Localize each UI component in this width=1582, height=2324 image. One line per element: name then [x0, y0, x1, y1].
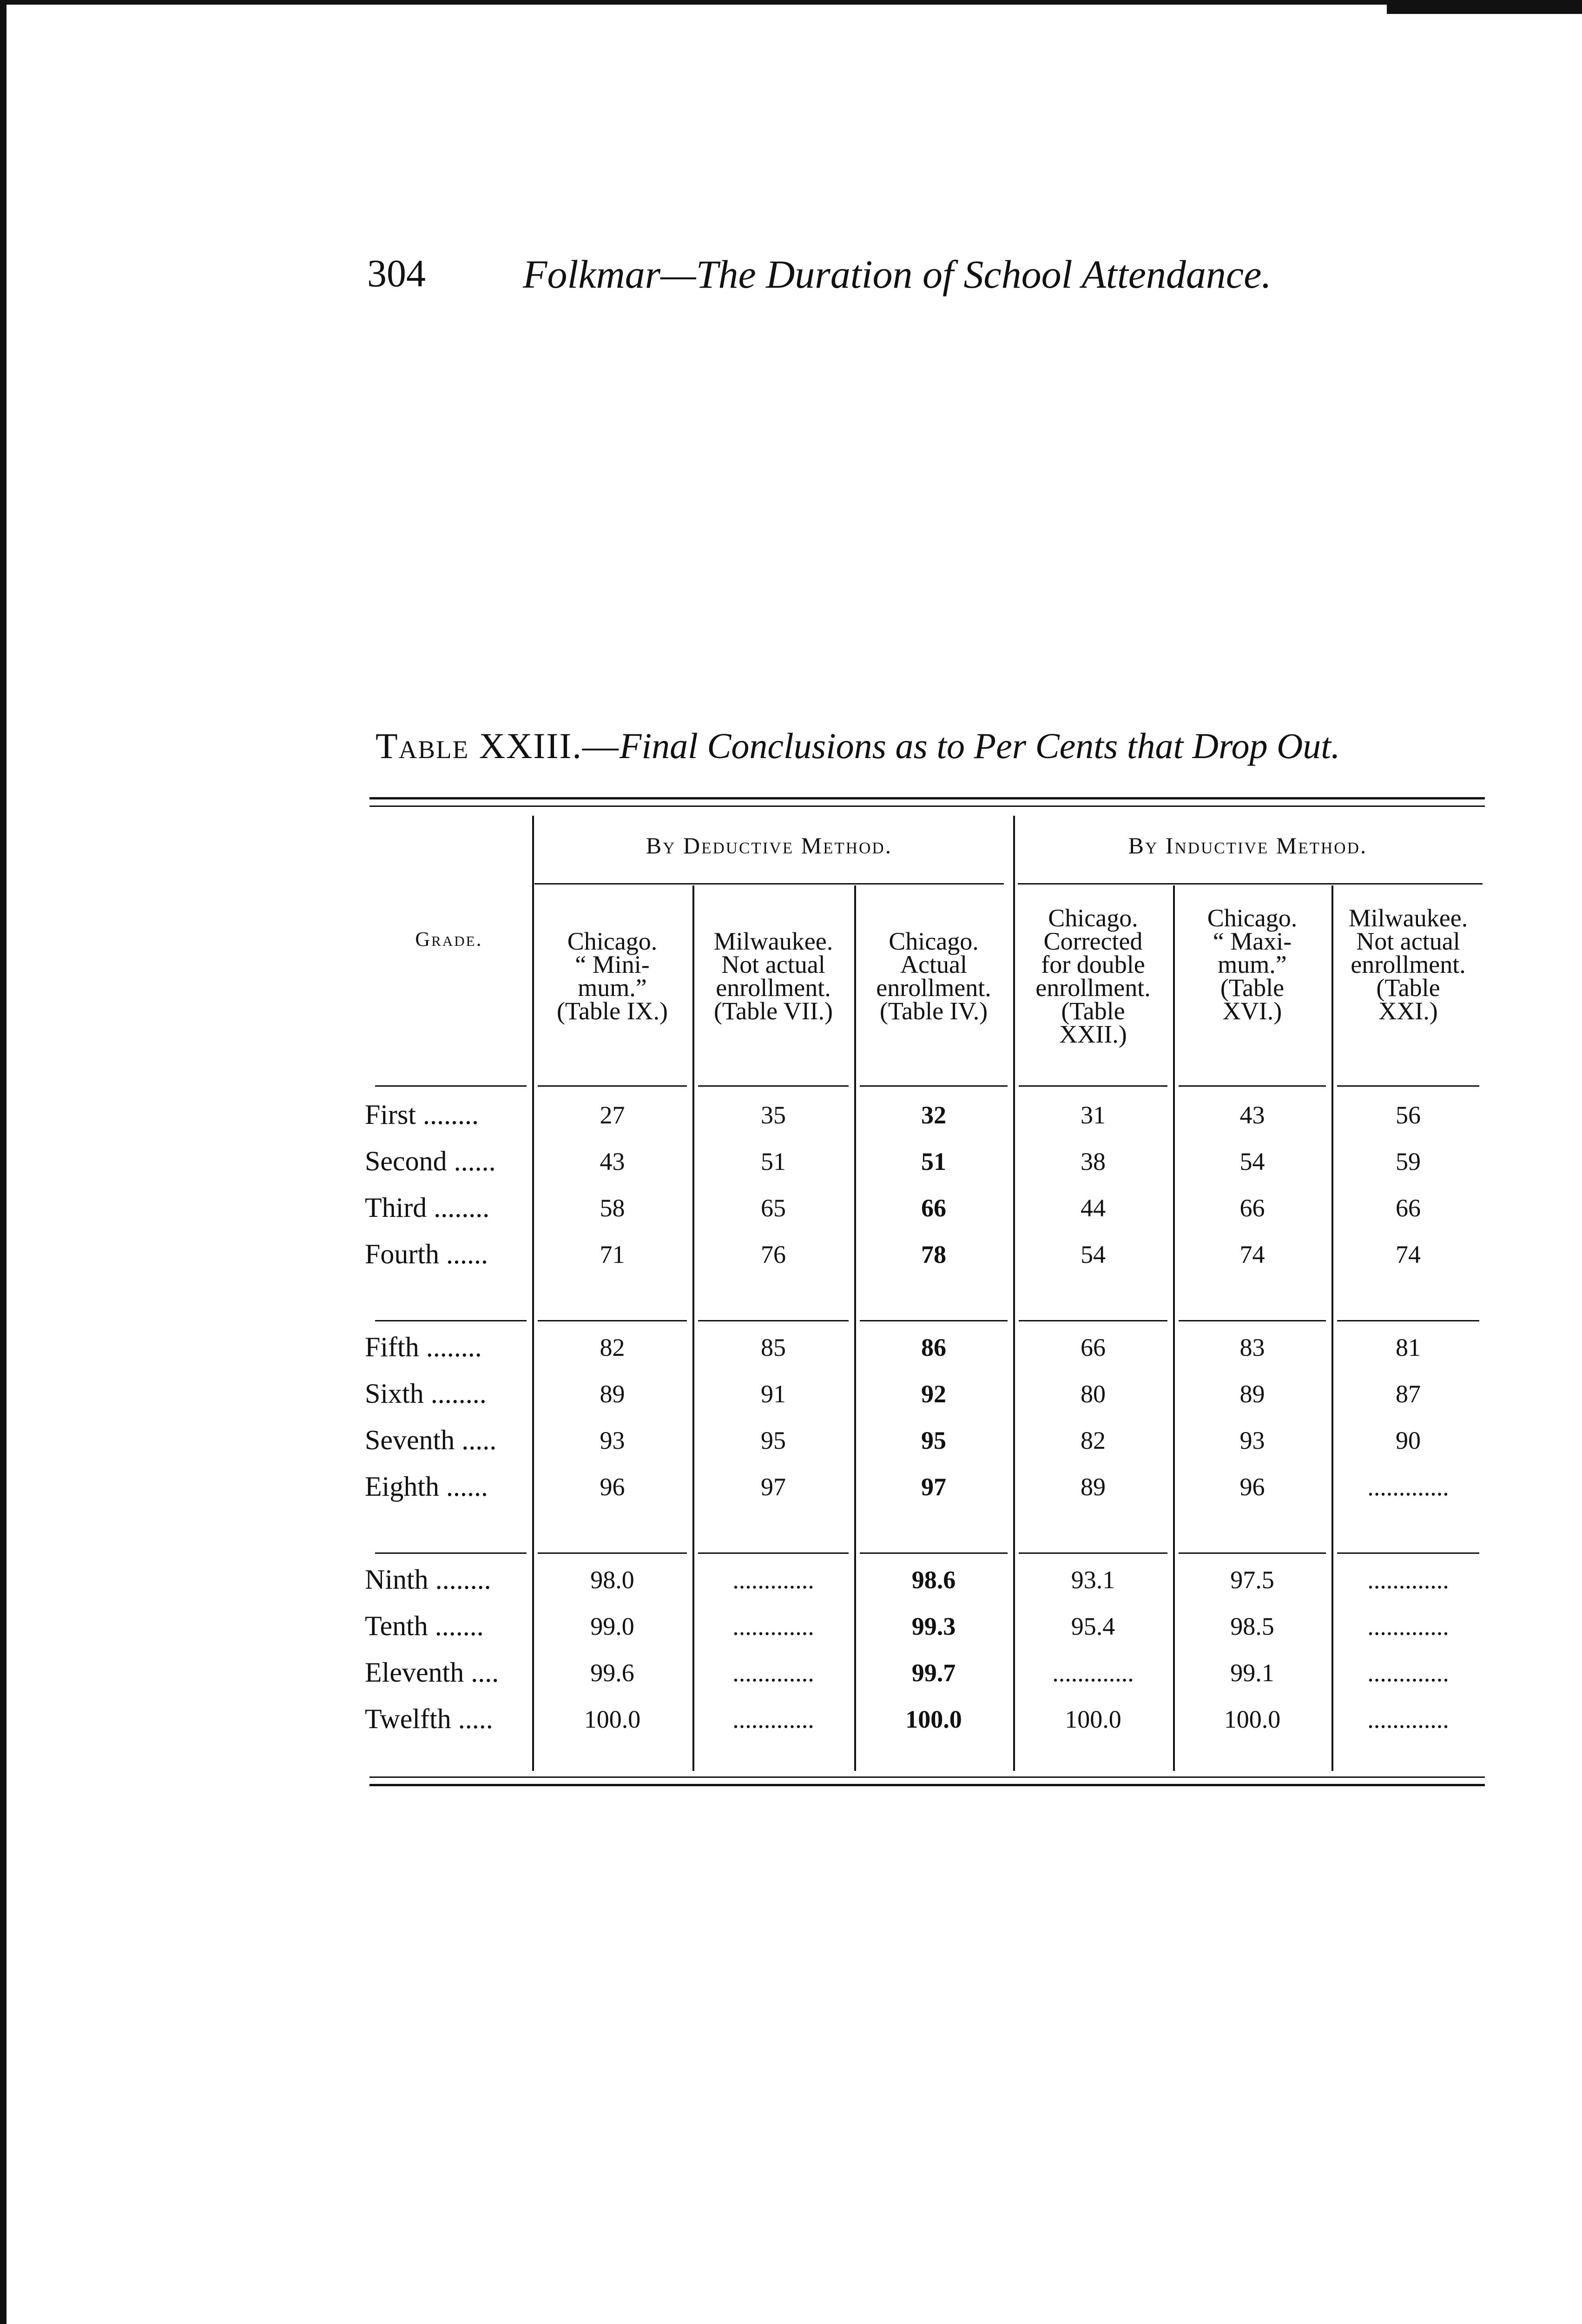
column-separator [1173, 885, 1175, 1771]
column-separator [692, 885, 694, 1771]
table-cell: 96 [600, 1473, 625, 1501]
table-caption [376, 725, 1491, 767]
table-cell: 66 [921, 1194, 946, 1222]
column-header-line: mum.” [1218, 951, 1287, 978]
table-cell: 87 [1396, 1380, 1421, 1408]
section-rule [1337, 1552, 1479, 1554]
section-rule [1019, 1320, 1167, 1321]
table-cell: 95 [761, 1426, 786, 1454]
table-cell: 97 [921, 1473, 946, 1501]
table-cell: 97 [761, 1473, 786, 1501]
row-grade-label: Fourth ...... [365, 1239, 488, 1269]
running-head [0, 242, 1582, 307]
table-cell: 99.0 [590, 1612, 634, 1640]
table-cell: 66 [1239, 1194, 1265, 1222]
row-grade-label: Ninth ........ [365, 1564, 491, 1595]
table-top-rule [369, 805, 1485, 807]
table-cell: 89 [600, 1380, 625, 1408]
table-cell: ............. [1367, 1566, 1449, 1594]
table-cell: 85 [761, 1334, 786, 1361]
table-cell: ............. [732, 1612, 814, 1640]
column-header-line: (Table IX.) [556, 997, 668, 1025]
column-header-line: (Table [1061, 997, 1125, 1025]
table-cell: 93 [1239, 1426, 1265, 1454]
section-rule [1179, 1320, 1326, 1321]
row-grade-label: Eighth ...... [365, 1471, 488, 1502]
table-caption-label: Table XXIII.— [376, 726, 620, 766]
column-separator [1332, 885, 1333, 1771]
table-cell: 99.1 [1230, 1659, 1274, 1687]
section-rule [375, 1552, 527, 1554]
row-grade-label: Seventh ..... [365, 1425, 497, 1455]
table-cell: 32 [921, 1101, 946, 1129]
section-rule [538, 1085, 687, 1087]
row-grade-label: Twelfth ..... [365, 1703, 493, 1734]
table-cell: 99.3 [911, 1612, 956, 1640]
table-cell: ............. [732, 1659, 814, 1687]
column-separator [1013, 816, 1015, 1771]
scan-edge-left [0, 0, 7, 2324]
section-rule [1019, 1552, 1167, 1554]
table-cell: 54 [1081, 1241, 1106, 1268]
table-cell: 78 [921, 1241, 946, 1268]
section-rule [860, 1085, 1008, 1087]
table-cell: ............. [1052, 1659, 1134, 1687]
table-cell: 31 [1081, 1101, 1106, 1129]
table-cell: 35 [761, 1101, 786, 1129]
section-rule [860, 1552, 1008, 1554]
table-cell: 65 [761, 1194, 786, 1222]
table-cell: 71 [600, 1241, 625, 1268]
table-cell: 93.1 [1071, 1566, 1115, 1594]
table-cell: 80 [1081, 1380, 1106, 1408]
section-rule [375, 1320, 527, 1321]
column-header [857, 927, 1010, 1025]
table-cell: 66 [1396, 1194, 1421, 1222]
table-cell: 74 [1239, 1241, 1265, 1268]
table-cell: 92 [921, 1380, 946, 1408]
table-cell: 58 [600, 1194, 625, 1222]
section-rule [698, 1552, 849, 1554]
table-cell: 97.5 [1230, 1566, 1274, 1594]
table-cell: 99.6 [590, 1659, 634, 1687]
column-header-line: (Table [1220, 974, 1285, 1002]
column-header [695, 927, 851, 1025]
column-header-line: for double [1041, 951, 1145, 978]
group-underline [1018, 883, 1483, 885]
table-cell: ............. [1367, 1659, 1449, 1687]
row-grade-label: Third ........ [365, 1192, 490, 1223]
table-cell: 91 [761, 1380, 786, 1408]
column-separator [854, 885, 856, 1771]
row-grade-label: Sixth ........ [365, 1378, 487, 1409]
group-header-deductive: By Deductive Method. [646, 832, 893, 858]
column-header [535, 927, 690, 1025]
table-cell: 100.0 [905, 1705, 962, 1733]
section-rule [1337, 1320, 1479, 1321]
column-header-line: Not actual [721, 951, 825, 978]
table-cell: 86 [921, 1334, 946, 1361]
table-cell: ............. [1367, 1705, 1449, 1733]
column-header-line: Corrected [1043, 927, 1143, 955]
scan-edge-top [0, 0, 1582, 5]
column-header-line: Chicago. [889, 927, 979, 955]
column-header-line: XXII.) [1059, 1020, 1127, 1048]
row-grade-label: First ........ [365, 1099, 479, 1130]
table-cell: 83 [1239, 1334, 1265, 1361]
table-cell: 98.5 [1230, 1612, 1274, 1640]
table-cell: ............. [1367, 1473, 1449, 1501]
section-rule [1337, 1085, 1479, 1087]
section-rule [860, 1320, 1008, 1321]
table-cell: 51 [761, 1148, 786, 1175]
table-cell: 51 [921, 1148, 946, 1175]
table-cell: 98.6 [911, 1566, 956, 1594]
table-cell: 95.4 [1071, 1612, 1115, 1640]
group-header-inductive: By Inductive Method. [1128, 832, 1368, 858]
table-cell: 82 [600, 1334, 625, 1361]
scan-edge-top-right [1387, 0, 1582, 14]
column-header-line: enrollment. [1035, 974, 1151, 1002]
column-header [1334, 906, 1482, 1023]
column-header-line: mum.” [578, 974, 647, 1002]
section-rule [375, 1085, 527, 1087]
table-cell: 96 [1239, 1473, 1265, 1501]
column-header-line: “ Mini- [575, 951, 650, 978]
column-header-line: (Table [1376, 974, 1440, 1002]
table-cell: 100.0 [1224, 1705, 1281, 1733]
column-header-line: Not actual [1356, 927, 1460, 955]
column-header-line: (Table IV.) [879, 997, 988, 1025]
table-cell: 76 [761, 1241, 786, 1268]
table-cell: 89 [1081, 1473, 1106, 1501]
column-header-line: enrollment. [1351, 951, 1466, 978]
table-cell: 56 [1396, 1101, 1421, 1129]
section-rule [698, 1320, 849, 1321]
table-cell: 99.7 [911, 1659, 956, 1687]
section-rule [1179, 1085, 1326, 1087]
column-header-line: Chicago. [567, 927, 658, 955]
column-header-line: XVI.) [1222, 997, 1282, 1025]
column-header [1016, 906, 1170, 1046]
section-rule [538, 1552, 687, 1554]
table-cell: 54 [1239, 1148, 1265, 1175]
table-bottom-rule [369, 1776, 1485, 1778]
column-separator [532, 816, 534, 1771]
column-header-line: Milwaukee. [713, 927, 833, 955]
section-rule [698, 1085, 849, 1087]
row-grade-label: Second ...... [365, 1146, 496, 1176]
table-cell: 38 [1081, 1148, 1106, 1175]
column-header-line: Chicago. [1207, 904, 1298, 932]
table-cell: 93 [600, 1426, 625, 1454]
column-header-line: XXI.) [1378, 997, 1438, 1025]
column-header-line: enrollment. [876, 974, 991, 1002]
table-cell: ............. [1367, 1612, 1449, 1640]
table-cell: 90 [1396, 1426, 1421, 1454]
table-cell: 27 [600, 1101, 625, 1129]
table-top-rule [369, 797, 1485, 799]
row-grade-label: Tenth ....... [365, 1611, 484, 1641]
group-underline [534, 883, 1004, 885]
column-header-line: Chicago. [1048, 904, 1138, 932]
column-header [1176, 906, 1329, 1023]
column-header-line: (Table VII.) [713, 997, 833, 1025]
running-title: Folkmar—The Duration of School Attendance. [523, 252, 1272, 297]
table-cell: 89 [1239, 1380, 1265, 1408]
column-header-line: enrollment. [716, 974, 831, 1002]
table-cell: 66 [1081, 1334, 1106, 1361]
table-cell: 43 [600, 1148, 625, 1175]
table-cell: 81 [1396, 1334, 1421, 1361]
section-rule [1179, 1552, 1326, 1554]
table-cell: 59 [1396, 1148, 1421, 1175]
section-rule [538, 1320, 687, 1321]
grade-column-header: Grade. [415, 928, 483, 951]
section-rule [1019, 1085, 1167, 1087]
table-caption-title: Final Conclusions as to Per Cents that Drop Out. [619, 726, 1340, 766]
table-cell: 82 [1081, 1426, 1106, 1454]
table-cell: 44 [1081, 1194, 1106, 1222]
column-header-line: “ Maxi- [1213, 927, 1292, 955]
table-cell: 98.0 [590, 1566, 634, 1594]
table-cell: ............. [732, 1566, 814, 1594]
column-header-line: Milwaukee. [1348, 904, 1468, 932]
row-grade-label: Eleventh .... [365, 1657, 499, 1688]
table-cell: ............. [732, 1705, 814, 1733]
table-cell: 43 [1239, 1101, 1265, 1129]
row-grade-label: Fifth ........ [365, 1332, 482, 1362]
page-number: 304 [367, 252, 426, 295]
table-bottom-rule [369, 1784, 1485, 1786]
table-cell: 100.0 [1065, 1705, 1121, 1733]
table-cell: 100.0 [584, 1705, 641, 1733]
table-cell: 95 [921, 1426, 946, 1454]
table-cell: 74 [1396, 1241, 1421, 1268]
column-header-line: Actual [900, 951, 967, 978]
